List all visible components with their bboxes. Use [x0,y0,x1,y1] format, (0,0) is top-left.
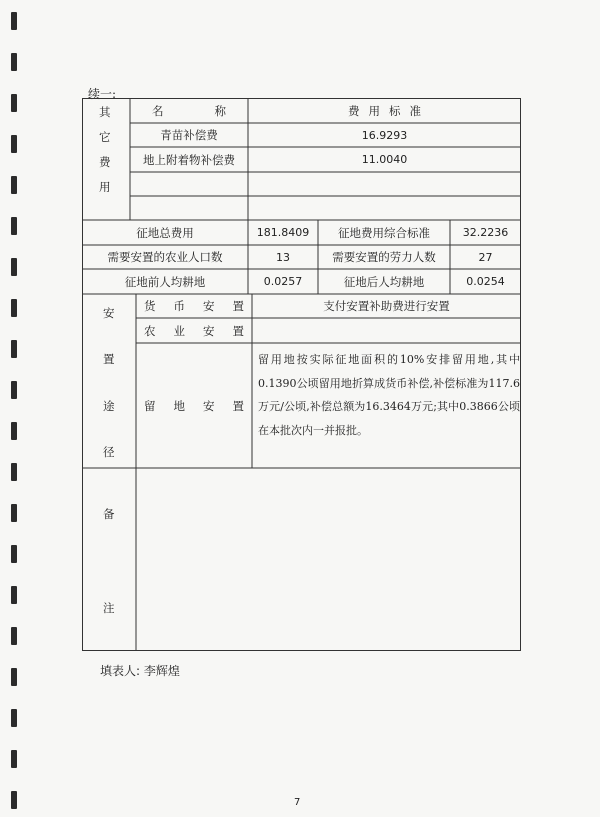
before-area-label: 征地前人均耕地 [124,274,206,289]
header-standard [248,98,521,123]
agri-population-label: 需要安置的农业人口数 [107,250,223,264]
label-char: 业 [173,323,185,338]
total-cost-label: 征地总费用 [136,225,194,240]
resettlement-label-char: 安 [103,306,115,320]
other-costs-label-char: 用 [99,180,111,194]
after-area-value: 0.0254 [466,275,505,288]
header-name [130,98,248,123]
cost-item-value: 16.9293 [361,128,408,142]
monetary-resettlement-value: 支付安置补助费进行安置 [323,299,450,313]
reserved-land-resettlement-value: 留用地按实际征地面积的10%安排留用地,其中0.1390公顷留用地折算成货币补偿,补偿标准为117.6万元/公顷,补偿总额为16.3464万元;其中0.3866公顷在本批次内一并报批。 [258,353,520,437]
monetary-resettlement-label [136,294,252,318]
label-char: 地 [173,398,185,413]
header-standard-char: 标 [389,103,401,118]
resettlement-label-char: 置 [103,352,115,366]
other-costs-label-char: 它 [99,130,111,144]
cost-item-name [130,196,248,220]
agricultural-resettlement-label [136,318,252,343]
label-char: 安 [203,323,215,338]
label-char: 安 [203,398,215,413]
agri-population-value: 13 [276,250,290,264]
labor-value: 27 [478,250,493,264]
label-char: 留 [144,398,156,413]
composite-standard-label: 征地费用综合标准 [338,225,430,240]
resettlement-label-char: 途 [103,399,115,413]
other-costs-label-char: 费 [99,155,111,169]
header-name-char: 称 [214,103,226,118]
header-name-char: 名 [152,103,164,118]
other-costs-label-char: 其 [99,105,111,119]
total-cost-value: 181.8409 [256,226,310,239]
label-char: 置 [232,398,244,413]
continuation-label: 续一: [88,87,117,101]
header-standard-char: 用 [368,103,380,118]
cost-item-value [248,172,521,196]
label-char: 农 [144,323,156,338]
label-char: 币 [173,299,185,313]
remarks-label-char: 注 [103,601,115,615]
composite-standard-value: 32.2236 [462,226,509,239]
cost-item-name: 地上附着物补偿费 [143,152,235,167]
label-char: 置 [232,299,244,313]
agricultural-resettlement-value [252,318,521,343]
cost-item-value: 11.0040 [361,153,408,166]
header-standard-char: 准 [409,103,421,118]
cost-item-name [130,172,248,196]
cost-item-name: 青苗补偿费 [160,128,218,142]
after-area-label: 征地后人均耕地 [343,274,425,289]
before-area-value: 0.0257 [263,275,303,288]
labor-label: 需要安置的劳力人数 [332,250,436,264]
header-standard-char: 费 [348,103,360,118]
remarks-content [136,468,521,651]
label-char: 安 [203,299,215,313]
label-char: 置 [232,323,244,338]
cost-item-value [248,196,521,220]
page-number: 7 [294,797,301,808]
remarks-label-char: 备 [103,507,115,521]
resettlement-label-char: 径 [103,445,115,459]
filled-by: 填表人: 李辉煌 [100,664,180,678]
label-char: 货 [144,299,156,313]
reserved-land-resettlement-label [136,343,252,468]
